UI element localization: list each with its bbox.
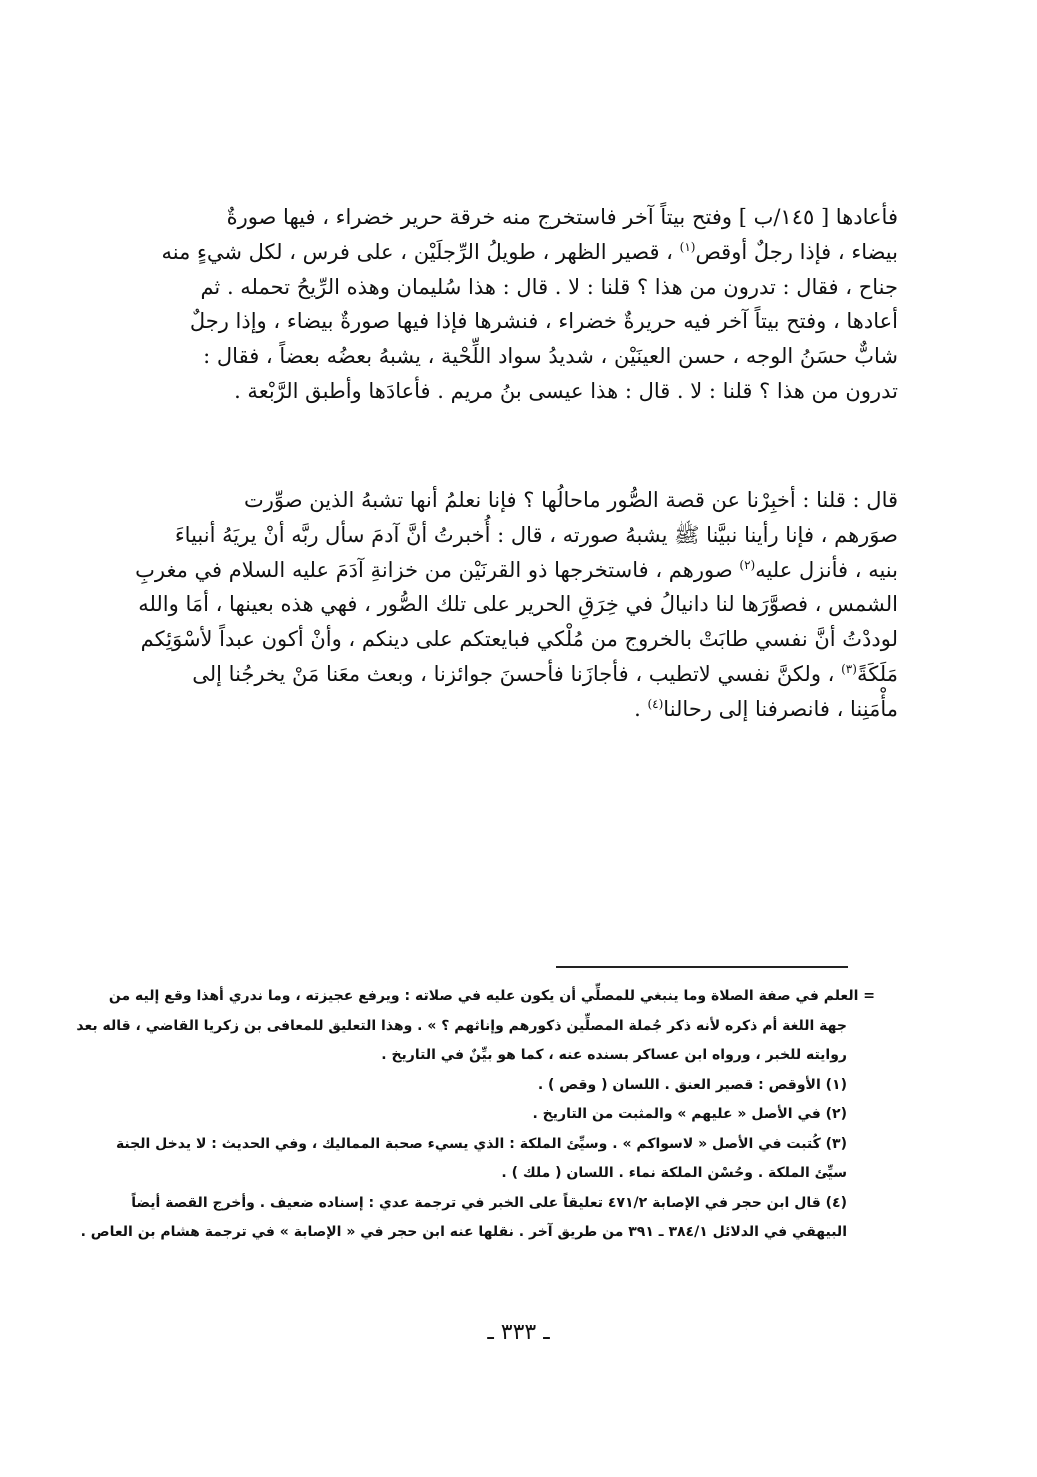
text-line bbox=[135, 553, 898, 588]
text-line: لوددْتُ أنَّ نفسي طابَتْ بالخروج من مُلْكي فبايعتكم على دينكم ، وأنْ أكون عبداً لأسْوَئِكم bbox=[140, 627, 898, 652]
text-line bbox=[161, 235, 898, 270]
footnote-4: (٤) قال ابن حجر في الإصابة ٤٧١/٢ تعليقاً على الخبر في ترجمة عدي : إسناده ضعيف . وأخرج القصة أيضاً bbox=[131, 1194, 847, 1211]
text-segment: بنيه ، فأنزل عليه bbox=[755, 557, 898, 582]
text-segment: ، ولكنَّ نفسي لاتطيب ، فأجازَنا فأحسنَ جوائزنا ، وبعث معَنا مَنْ يخرجُنا إلى bbox=[192, 661, 835, 686]
text-segment: مأْمَنِنا ، فانصرفنا إلى رحالنا bbox=[663, 696, 898, 721]
page-number: ـ ٣٣٣ ـ bbox=[487, 1320, 550, 1345]
footnote-3: (٣) كُتبت في الأصل « لاسواكم » . وسيِّئ الملكة : الذي يسيء صحبة المماليك ، وفي الحديث : لا يدخل الجنة bbox=[115, 1135, 847, 1152]
text-segment: صورهم ، فاستخرجها ذو القرنَيْن من خزانةِ آدَمَ عليه السلام في مغربِ bbox=[135, 557, 733, 582]
text-line bbox=[180, 692, 898, 727]
text-line: شابٌّ حسَنُ الوجه ، حسن العينَيْن ، شديدُ سواد اللِّحْية ، يشبهُ بعضُه بعضاً ، فقال : bbox=[203, 344, 898, 369]
text-line: تدرون من هذا ؟ قلنا : لا . قال : هذا عيسى بنُ مريم . فأعادَها وأطبق الرَّبْعة . bbox=[234, 378, 898, 403]
footnote-divider bbox=[556, 966, 848, 968]
footnote-continuation-line: روايته للخبر ، ورواه ابن عساكر بسنده عنه ، كما هو بيِّنٌ في التاريخ . bbox=[381, 1047, 847, 1063]
footnote-4-continued: البيهقي في الدلائل ٣٨٤/١ ـ ٣٩١ من طريق آخر . نقلها عنه ابن حجر في « الإصابة » في ترجمة هشام بن العاص . bbox=[80, 1224, 847, 1240]
footnote-3-continued: سيِّئ الملكة . وحُسْن الملكة نماء . اللسان ( ملك ) . bbox=[501, 1165, 847, 1181]
footnote-marker: (١) bbox=[679, 239, 696, 254]
main-paragraph-1 bbox=[161, 200, 898, 409]
text-segment: ، قصير الظهر ، طويلُ الرِّجلَيْن ، على فرس ، لكل شيءٍ منه bbox=[161, 239, 673, 264]
text-line: الشمس ، فصوَّرَها لنا دانيالُ في خِرَقِ الحرير على تلك الصُّور ، فهي هذه بعينها ، أمَا والله bbox=[138, 592, 898, 617]
text-line: فأعادها [ ١٤٥/ب ] وفتح بيتاً آخر فاستخرج منه خرقة حرير خضراء ، فيها صورةٌ bbox=[226, 205, 898, 229]
text-line bbox=[180, 657, 898, 692]
text-line: صوَرهم ، فإنا رأينا نبيَّنا ﷺ يشبهُ صورته ، قال : أُخبرتُ أنَّ آدمَ سأل ربَّه أنْ يريَهُ أنبياءَ bbox=[174, 522, 898, 547]
footnote-marker: (٢) bbox=[739, 557, 756, 572]
footnote-1: (١) الأوقص : قصير العنق . اللسان ( وقص ) . bbox=[537, 1076, 847, 1093]
footnote-marker: (٤) bbox=[647, 696, 664, 711]
text-segment: . bbox=[634, 696, 641, 721]
text-line: جناح ، فقال : تدرون من هذا ؟ قلنا : لا . قال : هذا سُليمان وهذه الرِّيحُ تحمله . ثم bbox=[200, 274, 898, 299]
text-segment: مَلَكَةً bbox=[856, 661, 898, 686]
footnote-marker: (٣) bbox=[841, 661, 857, 676]
main-paragraph-2 bbox=[135, 483, 898, 727]
footnote-continuation-line: = العلم في صفة الصلاة وما ينبغي للمصلِّي أن يكون عليه في صلاته : ويرفع عجيزته ، وما ندري أهذا وقع إليه من bbox=[108, 988, 875, 1004]
footnote-2: (٢) في الأصل « عليهم » والمثبت من التاريخ . bbox=[532, 1106, 847, 1122]
text-line: قال : قلنا : أخبِرْنا عن قصة الصُّور ماحالُها ؟ فإنا نعلمُ أنها تشبهُ الذين صوِّرت bbox=[244, 488, 898, 512]
footnotes-section bbox=[76, 982, 875, 1248]
text-segment: بيضاء ، فإذا رجلٌ أوقص bbox=[695, 239, 898, 264]
footnote-continuation-line: جهة اللغة أم ذكره لأنه ذكر جُملة المصلِّين ذكورهم وإناثهم ؟ » . وهذا التعليق للمعافى بن زكريا القاضي ، قاله بعد bbox=[76, 1017, 847, 1034]
text-line: أعادها ، وفتح بيتاً آخر فيه حريرةٌ خضراء ، فنشرها فإذا فيها صورةٌ بيضاء ، وإذا رجلٌ bbox=[189, 309, 898, 334]
